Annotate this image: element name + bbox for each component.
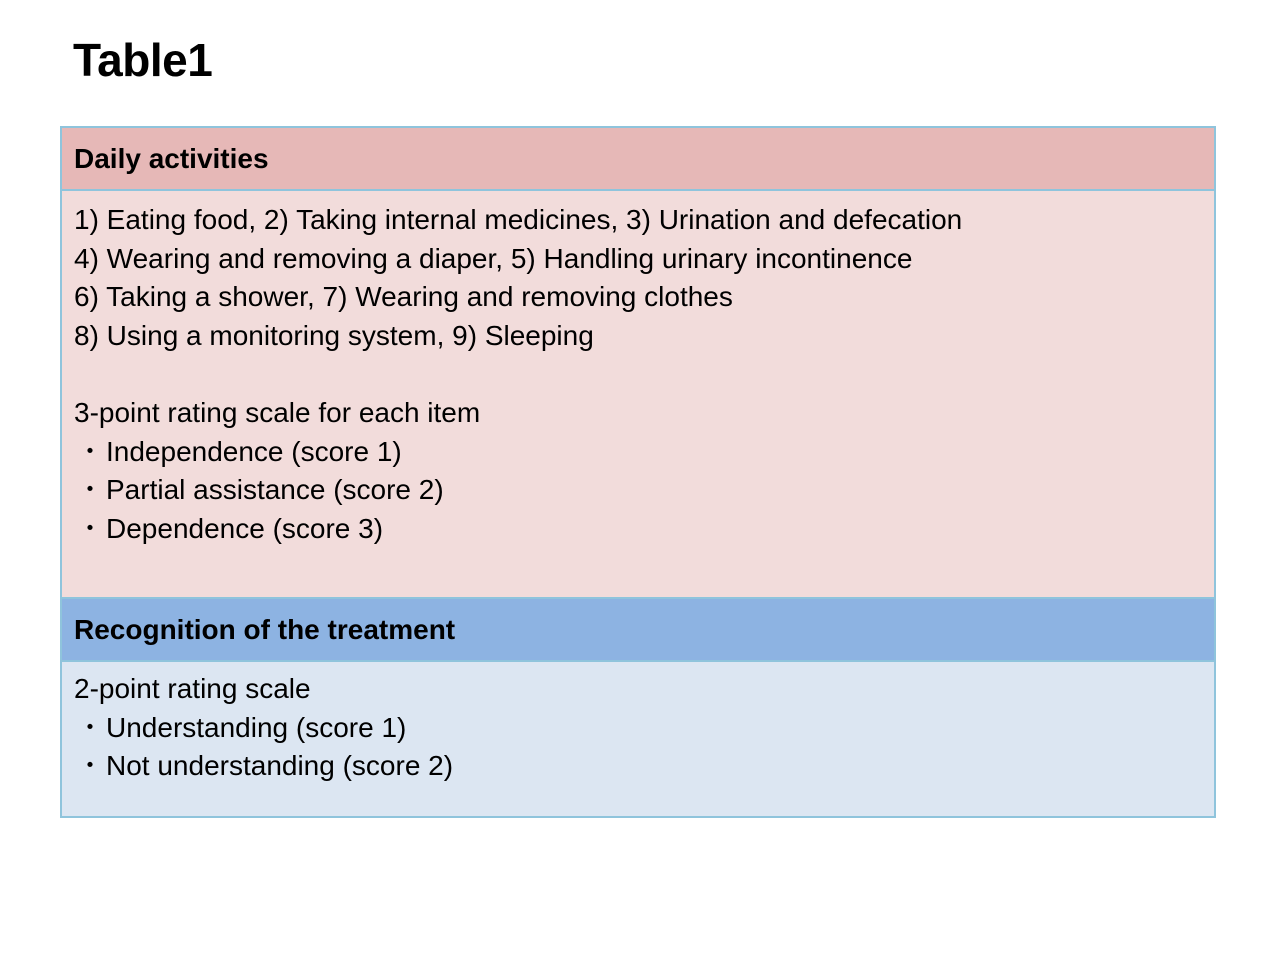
scale-item (74, 433, 1214, 472)
daily-activities-header: Daily activities (62, 128, 1214, 191)
activity-line: 1) Eating food, 2) Taking internal medicines, 3) Urination and defecation (74, 204, 963, 235)
recognition-scale-title: 2-point rating scale (74, 673, 311, 704)
rating-table (60, 126, 1216, 818)
spacer (74, 355, 1214, 394)
bullet-icon: ・ (75, 474, 104, 505)
scale-item-label: Independence (score 1) (106, 435, 402, 467)
bullet-icon: ・ (75, 435, 104, 467)
scale-item (74, 747, 1214, 786)
scale-item (74, 709, 1214, 748)
page-title: Table1 (73, 34, 213, 86)
scale-item-label: Understanding (score 1) (106, 711, 407, 743)
recognition-body (62, 662, 1214, 816)
scale-item-label: Dependence (score 3) (106, 512, 384, 544)
scale-item (74, 510, 1214, 549)
bullet-icon: ・ (75, 512, 104, 544)
daily-activities-body (62, 191, 1214, 599)
activity-line: 4) Wearing and removing a diaper, 5) Handling urinary incontinence (74, 242, 913, 274)
activity-line: 8) Using a monitoring system, 9) Sleeping (74, 319, 594, 351)
scale-item-label: Partial assistance (score 2) (106, 474, 444, 505)
daily-scale-title: 3-point rating scale for each item (74, 397, 481, 428)
bullet-icon: ・ (75, 711, 104, 743)
scale-item (74, 471, 1214, 510)
scale-item-label: Not understanding (score 2) (106, 750, 454, 781)
recognition-header: Recognition of the treatment (62, 599, 1214, 662)
bullet-icon: ・ (75, 750, 104, 781)
activity-line: 6) Taking a shower, 7) Wearing and removing clothes (74, 281, 733, 312)
